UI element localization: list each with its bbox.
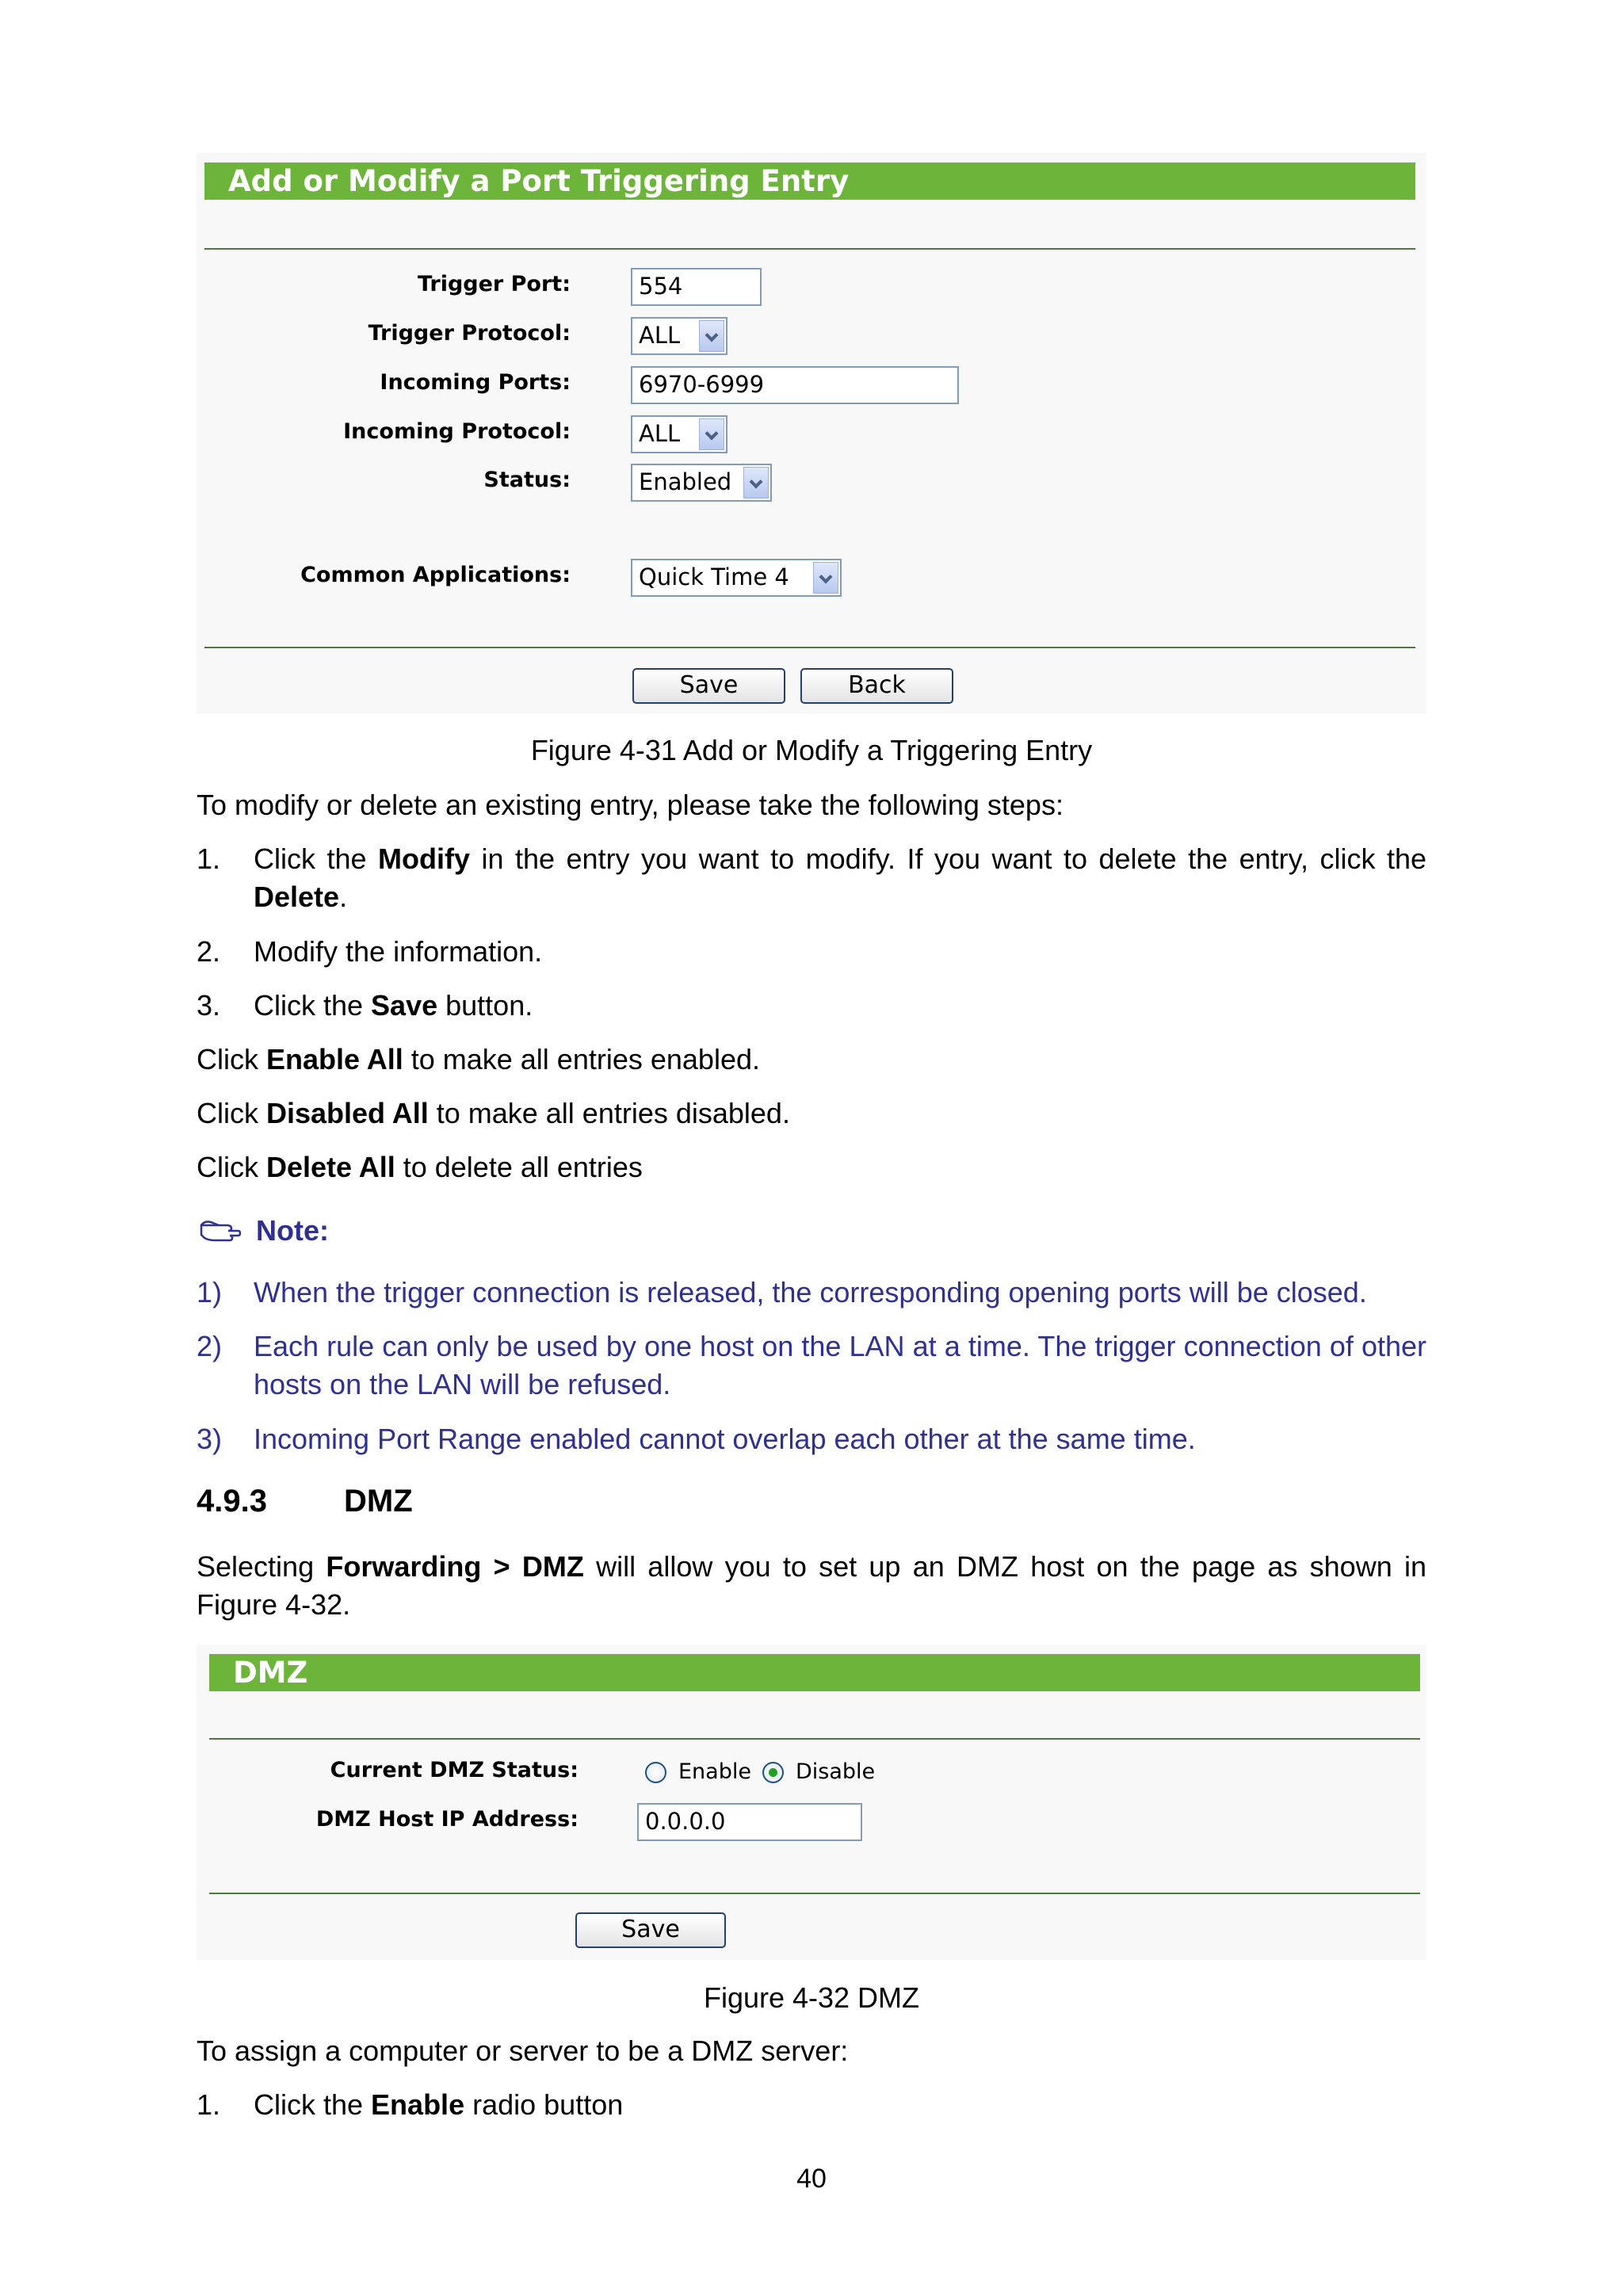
chevron-down-icon: [743, 467, 769, 499]
page-number: 40: [796, 2164, 827, 2194]
list-item: Click the Save button.: [254, 989, 533, 1022]
divider: [204, 248, 1415, 250]
dmz-host-ip-input[interactable]: 0.0.0.0: [637, 1803, 862, 1841]
common-applications-value: Quick Time 4: [639, 563, 789, 590]
list-number: 1.: [197, 842, 221, 875]
note-number: 1): [197, 1276, 223, 1308]
trigger-protocol-value: ALL: [639, 322, 681, 349]
divider: [209, 1893, 1420, 1894]
section-title: DMZ: [344, 1484, 413, 1519]
enable-radio-label: Enable: [678, 1759, 751, 1784]
dmz-panel: [197, 1645, 1426, 1960]
incoming-protocol-value: ALL: [639, 420, 681, 447]
paragraph: Click Delete All to delete all entries: [197, 1151, 643, 1183]
paragraph: To assign a computer or server to be a DMZ server:: [197, 2034, 849, 2067]
trigger-port-label: Trigger Port:: [417, 272, 571, 296]
list-item-continuation: Delete.: [254, 881, 348, 913]
status-label: Status:: [483, 468, 571, 492]
save-button[interactable]: Save: [575, 1912, 726, 1948]
panel-title: DMZ: [209, 1654, 1420, 1691]
chevron-down-icon: [699, 418, 724, 450]
note-title: Note:: [256, 1214, 329, 1247]
paragraph: Click Disabled All to make all entries disabled.: [197, 1097, 790, 1129]
note-item: When the trigger connection is released, the corresponding opening ports will be closed.: [254, 1276, 1367, 1308]
common-applications-select[interactable]: [631, 559, 842, 597]
trigger-port-input[interactable]: 554: [631, 268, 762, 306]
note-number: 2): [197, 1330, 223, 1362]
disable-radio[interactable]: [762, 1762, 784, 1783]
note-item: Each rule can only be used by one host on the LAN at a time. The trigger connection of other: [254, 1330, 1426, 1362]
trigger-protocol-label: Trigger Protocol:: [368, 321, 571, 346]
status-select[interactable]: [631, 464, 772, 502]
note-number: 3): [197, 1423, 223, 1455]
status-value: Enabled: [639, 468, 732, 495]
panel-title: Add or Modify a Port Triggering Entry: [204, 162, 1415, 200]
enable-radio[interactable]: [645, 1762, 666, 1783]
paragraph: Click Enable All to make all entries enabled.: [197, 1043, 760, 1075]
pointing-hand-icon: [198, 1217, 241, 1244]
chevron-down-icon: [813, 562, 838, 594]
note-item-continuation: hosts on the LAN will be refused.: [254, 1368, 671, 1400]
port-triggering-panel: [197, 153, 1426, 714]
note-item: Incoming Port Range enabled cannot overlap each other at the same time.: [254, 1423, 1196, 1455]
figure-caption: Figure 4-32 DMZ: [703, 1981, 920, 2014]
common-applications-label: Common Applications:: [300, 563, 571, 587]
list-item: Click the Modify in the entry you want to modify. If you want to delete the entry, click the: [254, 842, 1426, 875]
back-button[interactable]: Back: [800, 668, 953, 704]
paragraph-continuation: Figure 4-32.: [197, 1588, 351, 1621]
section-number: 4.9.3: [197, 1484, 267, 1519]
disable-radio-label: Disable: [796, 1759, 876, 1784]
dmz-status-label: Current DMZ Status:: [330, 1758, 579, 1782]
chevron-down-icon: [699, 320, 724, 352]
list-number: 2.: [197, 935, 221, 968]
paragraph: To modify or delete an existing entry, please take the following steps:: [197, 789, 1064, 821]
incoming-protocol-label: Incoming Protocol:: [343, 419, 571, 444]
paragraph: Selecting Forwarding > DMZ will allow you to set up an DMZ host on the page as shown in: [197, 1550, 1426, 1583]
figure-caption: Figure 4-31 Add or Modify a Triggering Entry: [530, 734, 1093, 766]
incoming-ports-input[interactable]: 6970-6999: [631, 366, 959, 404]
list-item: Click the Enable radio button: [254, 2088, 624, 2121]
divider: [204, 647, 1415, 648]
save-button[interactable]: Save: [632, 668, 785, 704]
incoming-ports-label: Incoming Ports:: [380, 370, 571, 395]
list-item: Modify the information.: [254, 935, 543, 968]
incoming-protocol-select[interactable]: [631, 415, 727, 453]
dmz-host-ip-label: DMZ Host IP Address:: [315, 1807, 579, 1832]
list-number: 3.: [197, 989, 221, 1022]
trigger-protocol-select[interactable]: [631, 317, 727, 355]
list-number: 1.: [197, 2088, 221, 2121]
divider: [209, 1738, 1420, 1740]
